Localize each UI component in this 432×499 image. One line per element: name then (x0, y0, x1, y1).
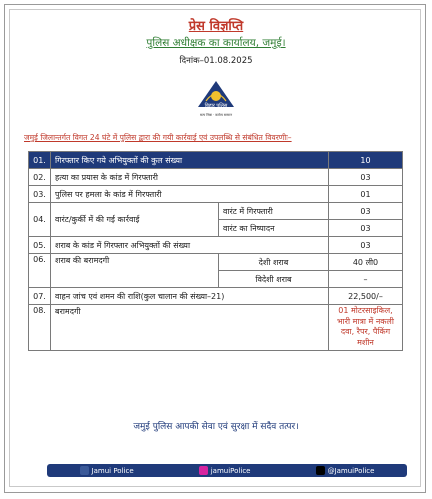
x-handle: @JamuiPolice (327, 466, 375, 475)
sub-row-value: 03 (329, 203, 403, 220)
row-label: गिरफ्तार किए गये अभियुक्तों की कुल संख्या (51, 152, 329, 169)
office-name: पुलिस अधीक्षक का कार्यालय, जमुई। (146, 37, 286, 49)
table-row (29, 169, 403, 186)
row-value: 22,500/– (329, 288, 403, 305)
row-number: 02. (29, 169, 51, 186)
row-value: 03 (329, 237, 403, 254)
sub-row-value: 03 (329, 220, 403, 237)
svg-text:बिहार पुलिस: बिहार पुलिस (204, 103, 228, 109)
bihar-police-emblem (194, 77, 238, 121)
table-row (29, 237, 403, 254)
row-number: 08. (29, 305, 51, 351)
row-number: 04. (29, 203, 51, 237)
table-row (29, 203, 403, 220)
row-value: 03 (329, 169, 403, 186)
sub-row-label: देशी शराब (219, 254, 329, 271)
row-label: वारंट/कुर्की में की गई कार्रवाई (51, 203, 219, 237)
sub-row-label: वारंट में गिरफ्तारी (219, 203, 329, 220)
row-label: बरामदगी (51, 305, 329, 351)
facebook-handle: Jamui Police (91, 466, 134, 475)
facebook-link[interactable] (80, 466, 134, 475)
row-label: शराब की बरामदगी (51, 254, 219, 288)
instagram-link[interactable] (199, 466, 251, 475)
table-row (29, 288, 403, 305)
x-icon (316, 466, 325, 475)
press-release-title: प्रेस विज्ञप्ति (188, 19, 244, 34)
table-row (29, 254, 403, 271)
x-link[interactable] (316, 466, 375, 475)
sub-row-value: – (329, 271, 403, 288)
row-number: 07. (29, 288, 51, 305)
row-value: 10 (329, 152, 403, 169)
row-label: वाहन जांच एवं शमन की राशि(कुल चालान की संख्या–21) (51, 288, 329, 305)
report-headline: जमुई जिलान्तर्गत विगत 24 घंटे में पुलिस द्वारा की गयी कार्रवाई एवं उपलब्धि से संबंधित विवरणीः– (24, 133, 292, 142)
row-number: 05. (29, 237, 51, 254)
emblem-sun-icon (211, 91, 221, 101)
sub-row-value: 40 ली0 (329, 254, 403, 271)
row-value: 01 (329, 186, 403, 203)
instagram-icon (199, 466, 208, 475)
table-row (29, 305, 403, 351)
row-number: 01. (29, 152, 51, 169)
table-row (29, 186, 403, 203)
row-number: 03. (29, 186, 51, 203)
social-media-bar (47, 464, 407, 477)
row-number: 06. (29, 254, 51, 288)
facebook-icon (80, 466, 89, 475)
release-date: दिनांक–01.08.2025 (179, 56, 253, 66)
svg-text:सत्य निष्ठा · कर्तव्य सम्मान: सत्य निष्ठा · कर्तव्य सम्मान (199, 113, 233, 117)
row-label: पुलिस पर हमला के कांड में गिरफ्तारी (51, 186, 329, 203)
row-label: हत्या का प्रयास के कांड में गिरफ्तारी (51, 169, 329, 186)
instagram-handle: jamuiPolice (210, 466, 251, 475)
table-row (29, 152, 403, 169)
row-label: शराब के कांड में गिरफ्तार अभियुक्तों की संख्या (51, 237, 329, 254)
sub-row-label: वारंट का निष्पादन (219, 220, 329, 237)
footer-tagline: जमुई पुलिस आपकी सेवा एवं सुरक्षा में सदैव तत्पर। (133, 422, 299, 432)
seized-items: 01 मोटरसाइकिल, भारी मात्रा में नकली दवा, रैपर, पैकिंग मशीन (329, 305, 403, 351)
sub-row-label: विदेशी शराब (219, 271, 329, 288)
action-summary-table (28, 151, 403, 351)
